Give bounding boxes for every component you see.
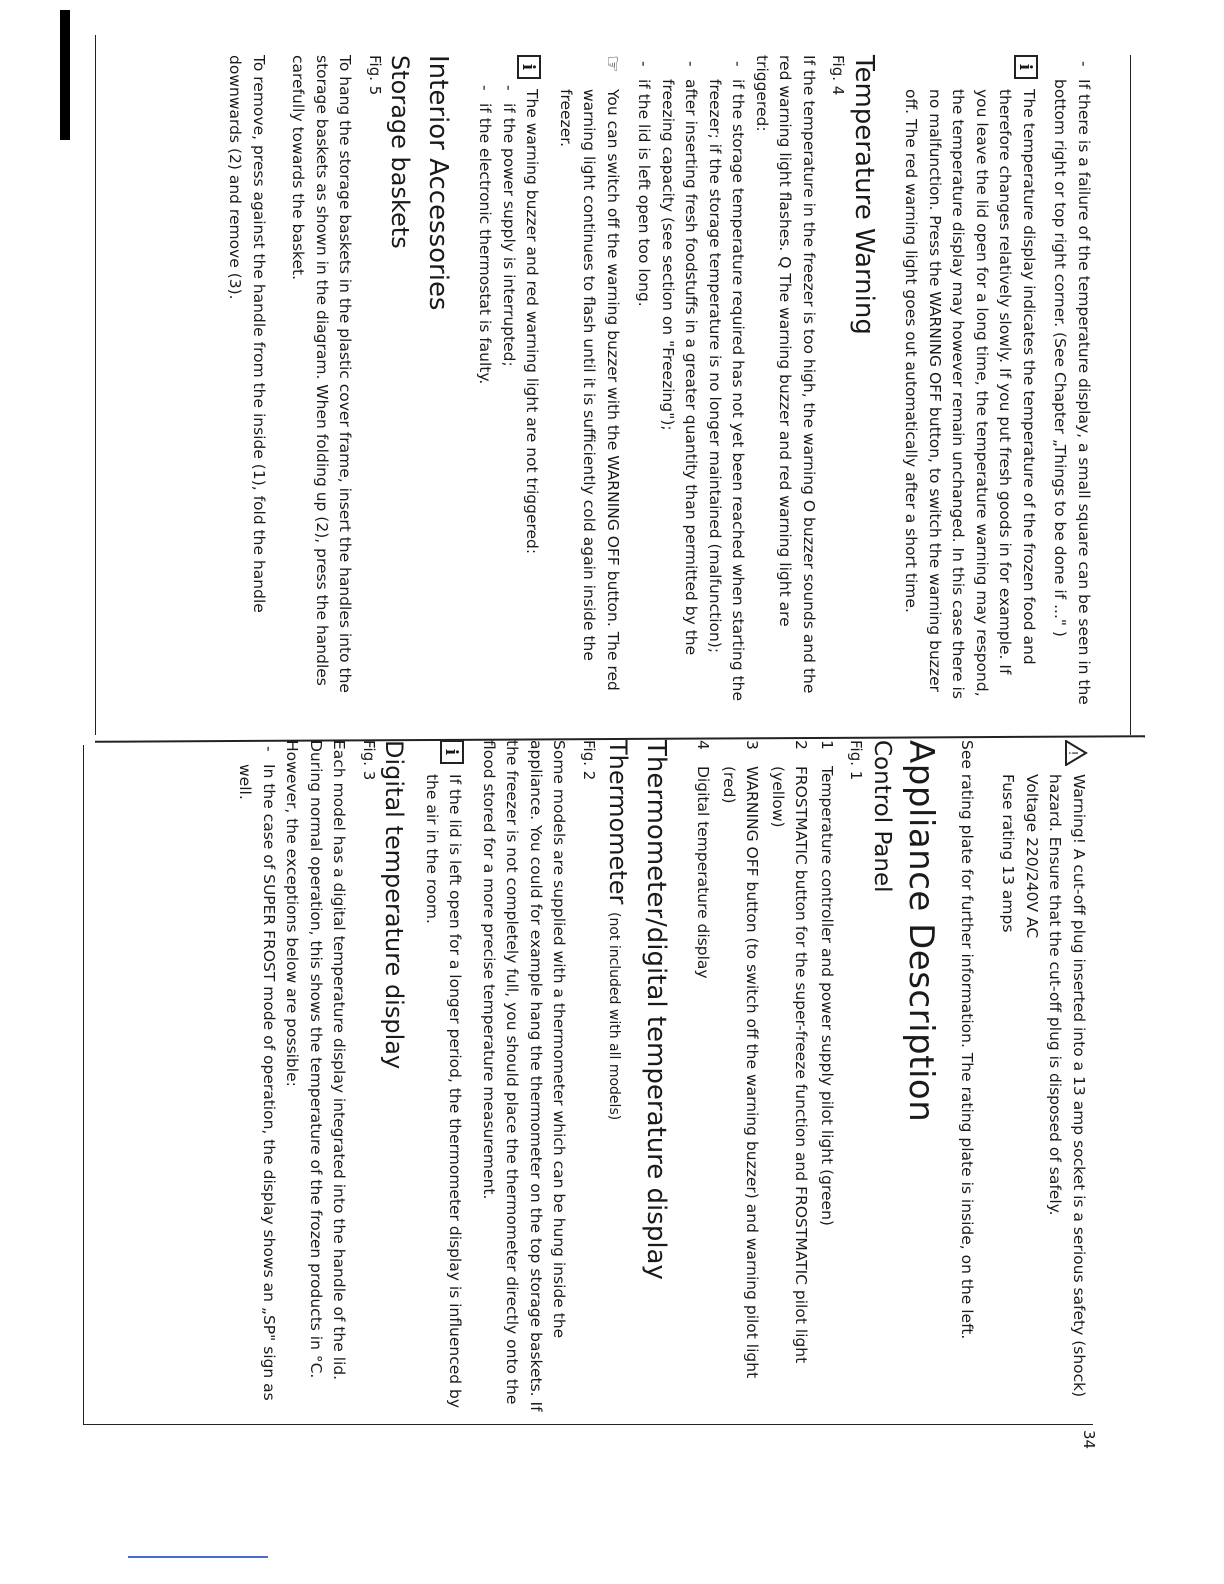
- fig-2-label: Fig. 2: [580, 740, 598, 781]
- scan-border-bottom: [83, 1424, 1093, 1425]
- temperature-warning-heading: Temperature Warning: [849, 55, 879, 335]
- thermometer-heading: Thermometer (not included with all models): [604, 740, 633, 1121]
- thermometer-text: Some models are supplied with a thermometer which can be hung inside the appliance. You could for example hang the thermometer on the top storage baskets. If the freezer is not completely full, you should place the thermometer directly onto the flood stored for a more precise temperature measurement.: [480, 740, 569, 1412]
- temperature-warning-list: [632, 55, 750, 705]
- list-item: - if the power supply is interrupted;: [497, 79, 521, 705]
- voltage-text: Voltage 220/240V AC: [1023, 774, 1041, 939]
- thermometer-note: (not included with all models): [606, 911, 623, 1121]
- appliance-description-heading: Appliance Description: [901, 740, 942, 1123]
- list-item: 3 WARNING OFF button (to switch off the warning buzzer) and warning pilot light (red): [720, 740, 762, 1379]
- list-item: - if the lid is left open too long.: [632, 55, 656, 705]
- scan-artifact-bar: [60, 10, 70, 140]
- list-item: 2 FROSTMATIC button for the super-freeze function and FROSTMATIC pilot light (yellow): [769, 740, 811, 1364]
- fig-5-label: Fig. 5: [366, 55, 384, 96]
- list-item: - if the electronic thermostat is faulty.: [473, 79, 497, 705]
- scan-blue-mark: [128, 1556, 268, 1558]
- thermometer-info-block: [420, 740, 467, 1420]
- temperature-info-block: [899, 55, 1040, 705]
- list-item: - In the case of SUPER FROST mode of operation, the display shows an „SP" sign as well.: [233, 740, 280, 1420]
- storage-baskets-text-1: To hang the storage baskets in the plastic cover frame, insert the handles into the storage baskets as shown in the diagram. When folding up (2), press the handles carefully towards the basket.: [289, 55, 355, 693]
- left-column: [225, 740, 1090, 1420]
- rating-plate-text: See rating plate for further information. The rating plate is inside, on the left.: [958, 740, 976, 1340]
- fig-1-label: Fig. 1: [847, 740, 866, 781]
- failure-list: [1048, 55, 1095, 705]
- warning-triangle-icon: [1066, 740, 1088, 762]
- fig-3-label: Fig. 3: [360, 740, 378, 781]
- warning-info-block: [473, 55, 544, 705]
- temperature-info-text: The temperature display indicates the temperature of the frozen food and therefore changes relatively slowly. If you put fresh goods in for example. If you leave the lid open for a long time, the temperature warning may respond, the temperature display may however remain unchanged. In this case there is no malfunction. Press the WARNING OFF button, to switch the warning buzzer off. The red warning light goes out automatically after a short time.: [902, 89, 1038, 699]
- info-icon: i: [441, 740, 465, 764]
- control-panel-list: [691, 740, 838, 1420]
- right-column: [213, 55, 1095, 705]
- warning-info-list: [473, 79, 520, 705]
- list-item: - after inserting fresh foodstuffs in a greater quantity than permitted by the freezing capacity (see section on "Freezing");: [656, 55, 703, 705]
- list-item: 1 Temperature controller and power supply pilot light (green): [818, 740, 836, 1226]
- fuse-text: Fuse rating 13 amps: [999, 774, 1018, 933]
- hand-note-block: [554, 55, 625, 705]
- thermometer-info-text: If the lid is left open for a longer period, the thermometer display is influenced by the air in the room.: [423, 774, 465, 1409]
- warning-block: [996, 740, 1090, 1420]
- page-number: 34: [1080, 1430, 1098, 1450]
- storage-baskets-heading: Storage baskets: [386, 55, 415, 249]
- info-icon: i: [1014, 55, 1038, 79]
- warning-text: Warning! A cut-off plug inserted into a 13 amp socket is a serious safety (shock) hazard. Ensure that the cut-off plug is disposed of safely.: [1046, 774, 1088, 1398]
- hand-note-text: You can switch off the warning buzzer with the WARNING OFF button. The red warning light continues to flash until it is sufficiently cold again inside the freezer.: [557, 89, 622, 691]
- temperature-warning-text: If the temperature in the freezer is too high, the warning O buzzer sounds and the red warning light flashes. Q The warning buzzer and red warning light are triggered:: [753, 55, 818, 694]
- list-item: - If there is a failure of the temperature display, a small square can be seen in the bottom right or top right corner. (See Chapter „Things to be done if ..." ): [1048, 55, 1095, 705]
- pointing-hand-icon: ☞: [601, 55, 625, 73]
- info-icon: i: [518, 55, 542, 79]
- list-item: 4 Digital temperature display: [694, 740, 713, 979]
- scan-border-left-top: [95, 35, 96, 735]
- digital-display-text: Each model has a digital temperature display integrated into the handle of the lid. During normal operation, this shows the temperature of the frozen products in °C. However, the exceptions below are possible:: [283, 740, 349, 1381]
- interior-accessories-heading: Interior Accessories: [423, 55, 453, 311]
- scan-border-right: [1130, 55, 1131, 735]
- digital-display-heading: Digital temperature display: [380, 740, 409, 1070]
- scan-border-left-bottom: [83, 745, 84, 1425]
- storage-baskets-text-2: To remove, press against the handle from the inside (1), fold the handle downwards (2) and remove (3).: [226, 55, 268, 613]
- list-item: - if the storage temperature required has not yet been reached when starting the freezer; if the storage temperature is no longer maintained (malfunction);: [703, 55, 750, 705]
- svg-text:!: !: [1066, 750, 1080, 756]
- thermo-digital-heading: Thermometer/digital temperature display: [641, 740, 671, 1280]
- fig-4-label: Fig. 4: [829, 55, 848, 96]
- warning-info-text: The warning buzzer and red warning light are not triggered:: [523, 89, 542, 555]
- digital-display-list: [233, 740, 280, 1420]
- control-panel-heading: Control Panel: [869, 740, 895, 893]
